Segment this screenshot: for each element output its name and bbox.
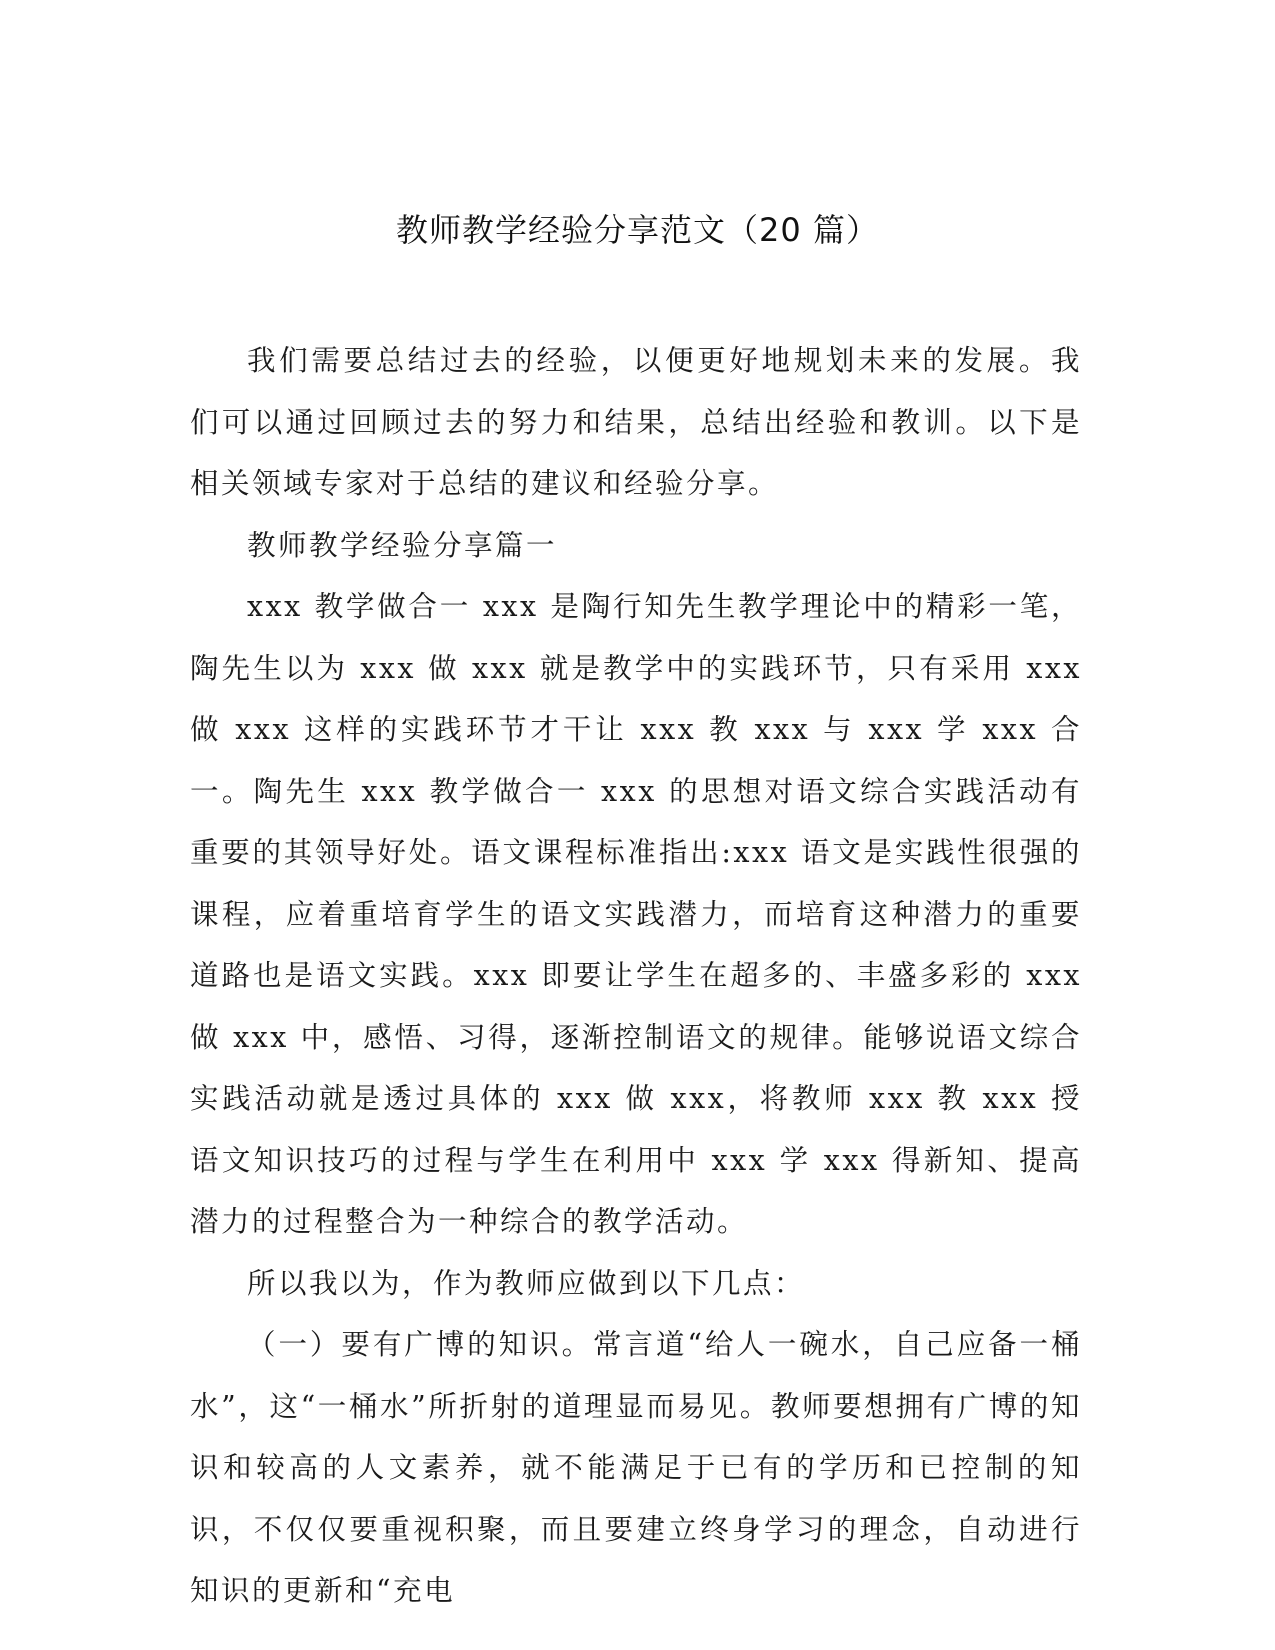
section-heading: 教师教学经验分享篇一 (247, 528, 558, 562)
body-paragraph: （一）要有广博的知识。常言道“给人一碗水，自己应备一桶水”，这“一桶水”所折射的道理显而易见。教师要想拥有广博的知识和较高的人文素养，就不能满足于已有的学历和已控制的知识，不仅仅要重视积聚，而且要建立终身学习的理念，自动进行知识的更新和“充电 (190, 1328, 1082, 1607)
intro-paragraph: 我们需要总结过去的经验，以便更好地规划未来的发展。我们可以通过回顾过去的努力和结果，总结出经验和教训。以下是相关领域专家对于总结的建议和经验分享。 (190, 344, 1082, 500)
document-body (190, 330, 1082, 1622)
body-paragraph: xxx 教学做合一 xxx 是陶行知先生教学理论中的精彩一笔，陶先生以为 xxx 做 xxx 就是教学中的实践环节，只有采用 xxx 做 xxx 这样的实践环节才干让 xxx 教 xxx 与 xxx 学 xxx 合一。陶先生 xxx 教学做合一 xxx 的思想对语文综合实践活动有重要的其领导好处。语文课程标准指出:xxx 语文是实践性很强的课程，应着重培育学生的语文实践潜力，而培育这种潜力的重要道路也是语文实践。xxx 即要让学生在超多的、丰盛多彩的 xxx 做 xxx 中，感悟、习得，逐渐控制语文的规律。能够说语文综合实践活动就是透过具体的 xxx 做 xxx，将教师 xxx 教 xxx 授语文知识技巧的过程与学生在利用中 xxx 学 xxx 得新知、提高潜力的过程整合为一种综合的教学活动。 (190, 590, 1082, 1238)
body-paragraph: 所以我以为，作为教师应做到以下几点： (247, 1266, 806, 1300)
document-title: 教师教学经验分享范文（20 篇） (396, 211, 879, 249)
